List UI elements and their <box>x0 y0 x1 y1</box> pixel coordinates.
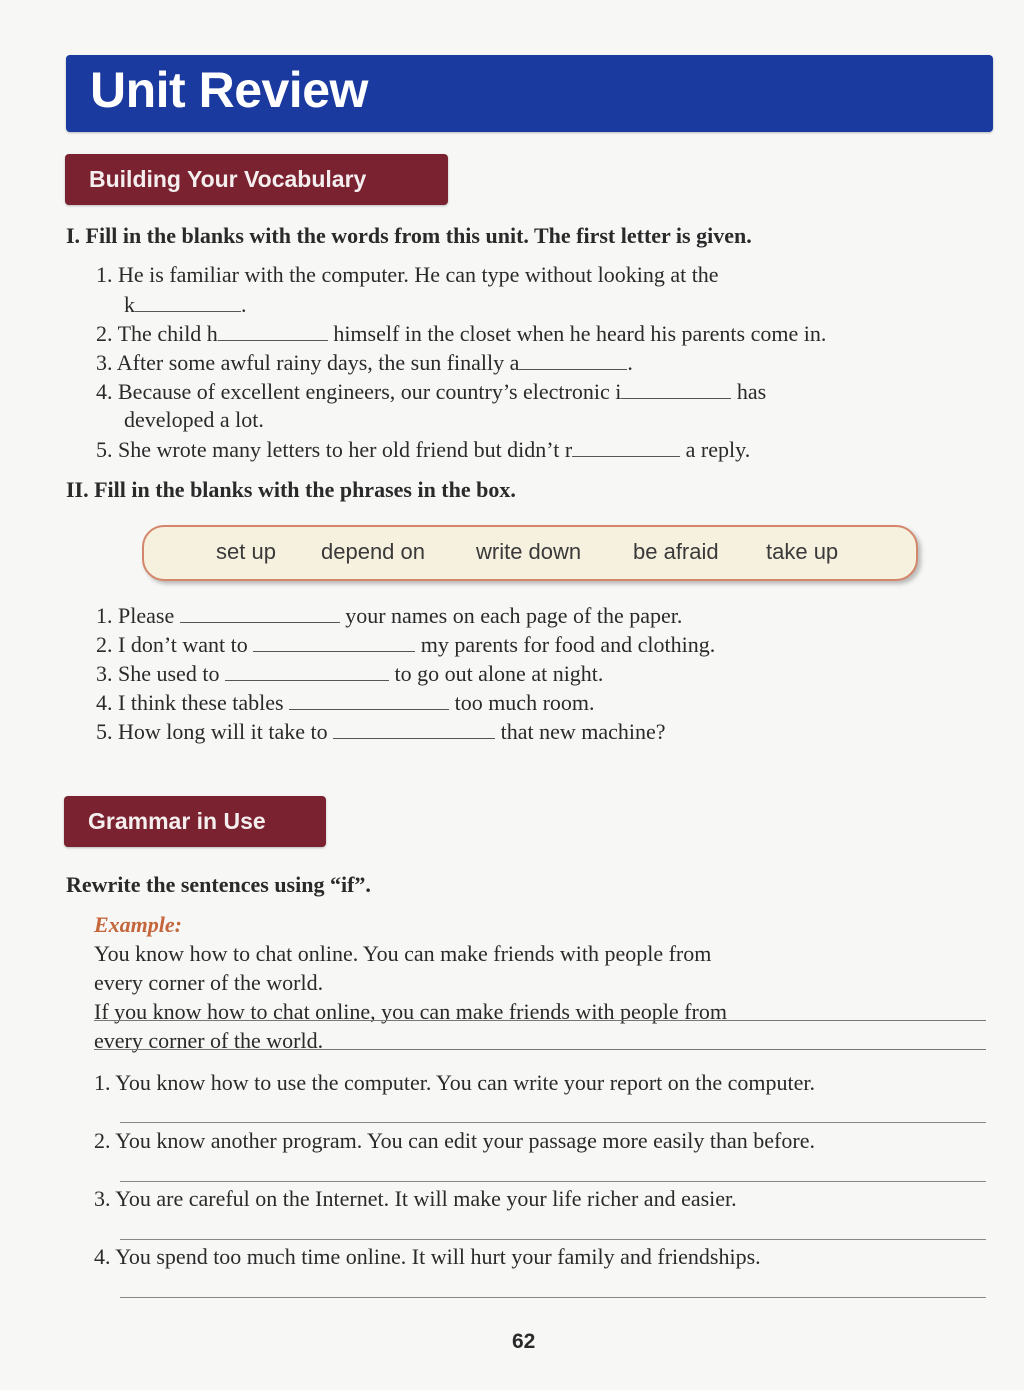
example-prompt-line1: You know how to chat online. You can make friends with people from <box>94 941 712 966</box>
phrase-option: take up <box>766 539 839 564</box>
example-answer-underline <box>94 1020 986 1021</box>
answer-blank[interactable] <box>225 660 389 681</box>
item-number: 5. <box>96 719 113 744</box>
item-text: to go out alone at night. <box>394 661 604 686</box>
example-answer-line2: every corner of the world. <box>94 1028 324 1053</box>
item-number: 1. <box>94 1070 111 1095</box>
answer-blank[interactable] <box>289 689 449 710</box>
item-text: Because of excellent engineers, our country’s electronic i <box>118 379 622 404</box>
vocab-item-3 <box>96 349 633 376</box>
item-text: that new machine? <box>500 719 666 744</box>
item-number: 5. <box>96 437 113 462</box>
item-text: The child h <box>117 321 218 346</box>
phrase-box <box>142 525 918 581</box>
item-text: You are careful on the Internet. It will make your life richer and easier. <box>115 1186 737 1211</box>
vocab-item-4 <box>96 378 766 405</box>
phrase-option: be afraid <box>633 539 719 564</box>
item-text: Please <box>118 603 175 628</box>
phrase-item-5 <box>96 718 666 745</box>
part2-instruction: II. Fill in the blanks with the phrases in the box. <box>66 477 516 502</box>
grammar-item-4 <box>94 1244 761 1270</box>
item-text: too much room. <box>454 690 595 715</box>
item-text: He is familiar with the computer. He can type without looking at the <box>118 262 719 287</box>
answer-line[interactable] <box>120 1122 986 1123</box>
answer-line[interactable] <box>120 1181 986 1182</box>
page-title: Unit Review <box>90 62 368 118</box>
item-number: 2. <box>96 632 113 657</box>
grammar-item-1 <box>94 1070 815 1096</box>
item-text: . <box>627 350 633 375</box>
phrase-item-2 <box>96 631 715 658</box>
phrase-item-4 <box>96 689 595 716</box>
answer-blank[interactable] <box>180 602 340 623</box>
answer-blank[interactable] <box>218 320 328 341</box>
item-number: 1. <box>96 603 113 628</box>
item-number: 4. <box>94 1244 111 1269</box>
answer-blank[interactable] <box>333 718 495 739</box>
example-label: Example: <box>94 912 182 937</box>
grammar-item-3 <box>94 1186 737 1212</box>
answer-blank[interactable] <box>621 378 731 399</box>
phrase-option: set up <box>216 539 276 564</box>
item-text: has <box>736 379 767 404</box>
example-prompt-line2: every corner of the world. <box>94 970 324 995</box>
answer-blank[interactable] <box>572 436 680 457</box>
unit-review-banner <box>66 55 993 132</box>
answer-blank[interactable] <box>253 631 415 652</box>
phrase-option: depend on <box>321 539 425 564</box>
item-number: 1. <box>96 262 113 287</box>
item-text: I don’t want to <box>118 632 248 657</box>
page-number: 62 <box>512 1330 536 1353</box>
example-answer-line1: If you know how to chat online, you can make friends with people from <box>94 999 727 1024</box>
item-number: 2. <box>94 1128 111 1153</box>
item-number: 4. <box>96 690 113 715</box>
vocab-item-2 <box>96 320 826 347</box>
item-text: She wrote many letters to her old friend but didn’t r <box>118 437 573 462</box>
item-text: You know another program. You can edit your passage more easily than before. <box>115 1128 815 1153</box>
item-number: 2. <box>96 321 113 346</box>
part1-instruction: I. Fill in the blanks with the words from this unit. The first letter is given. <box>66 223 752 248</box>
section-tag-label: Building Your Vocabulary <box>89 166 367 192</box>
vocab-item-4-line2: developed a lot. <box>124 407 264 432</box>
item-text: I think these tables <box>118 690 284 715</box>
item-text: your names on each page of the paper. <box>345 603 683 628</box>
item-number: 4. <box>96 379 113 404</box>
item-number: 3. <box>94 1186 111 1211</box>
vocab-item-1 <box>96 262 719 288</box>
answer-line[interactable] <box>120 1297 986 1298</box>
section-tag-vocabulary <box>65 154 448 205</box>
item-text: After some awful rainy days, the sun finally a <box>116 350 520 375</box>
item-text: How long will it take to <box>118 719 328 744</box>
section-tag-label: Grammar in Use <box>88 808 266 834</box>
section-tag-grammar <box>64 796 326 847</box>
answer-blank[interactable] <box>519 349 627 370</box>
grammar-instruction: Rewrite the sentences using “if”. <box>66 872 371 897</box>
item-text: You know how to use the computer. You can write your report on the computer. <box>115 1070 816 1095</box>
phrase-item-3 <box>96 660 603 687</box>
item-text: She used to <box>118 661 220 686</box>
item-text: k <box>124 292 135 317</box>
phrase-item-1 <box>96 602 682 629</box>
phrase-option: write down <box>476 539 582 564</box>
vocab-item-5 <box>96 436 750 463</box>
item-text: You spend too much time online. It will hurt your family and friendships. <box>115 1244 761 1269</box>
answer-line[interactable] <box>120 1239 986 1240</box>
grammar-item-2 <box>94 1128 815 1154</box>
item-text: himself in the closet when he heard his parents come in. <box>333 321 827 346</box>
item-number: 3. <box>96 350 113 375</box>
example-answer-underline <box>94 1049 986 1050</box>
vocab-item-1-line2 <box>124 291 247 318</box>
item-text: . <box>241 292 247 317</box>
item-text: a reply. <box>685 437 751 462</box>
item-text: my parents for food and clothing. <box>420 632 716 657</box>
answer-blank[interactable] <box>135 291 241 312</box>
item-number: 3. <box>96 661 113 686</box>
